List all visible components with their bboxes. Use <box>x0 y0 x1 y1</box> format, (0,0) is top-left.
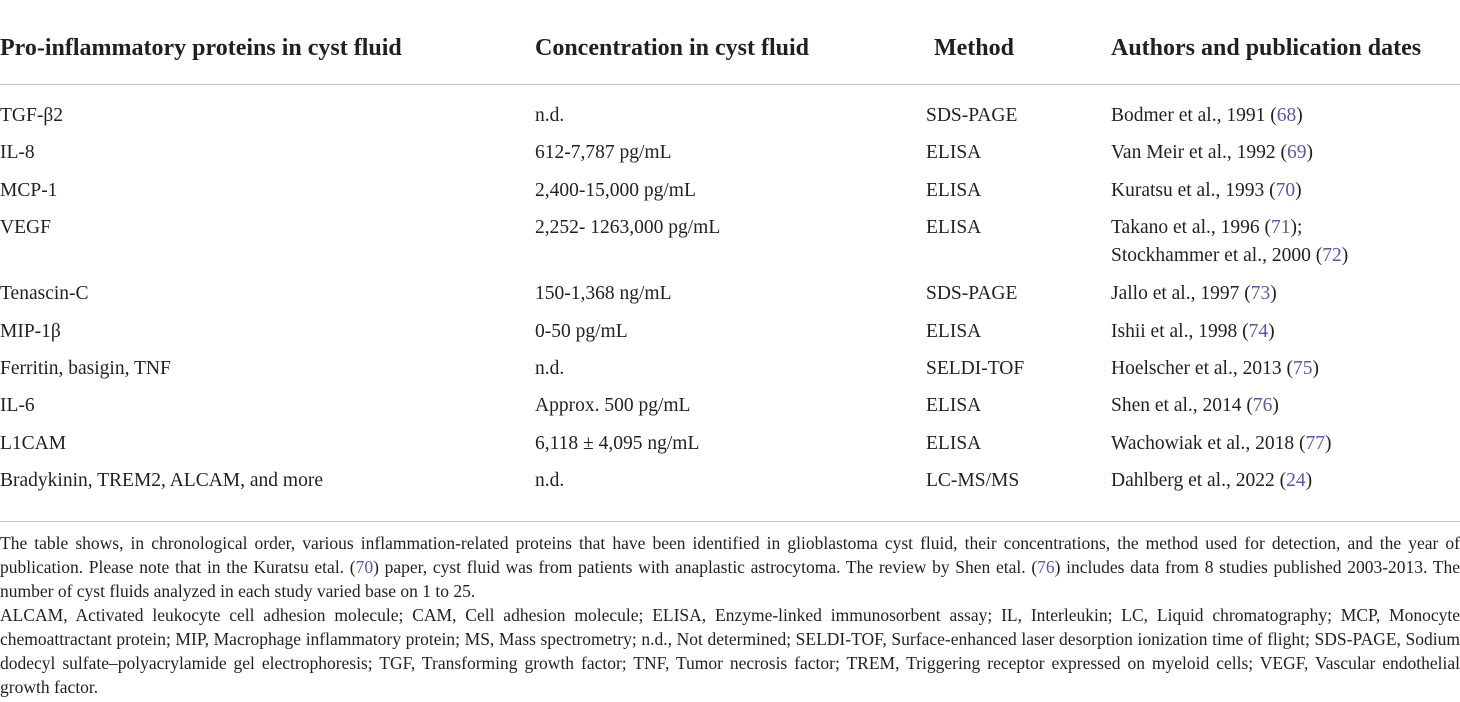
footnote-text-3: ) includes data from 8 studies published 2003-2013. The number of cyst fluids analyzed in each study varied base on 1 to 25. <box>0 556 1460 601</box>
author-text-close: ) <box>1305 470 1313 492</box>
table-row <box>0 392 1460 429</box>
table-row <box>0 214 1460 280</box>
author-text: Van Meir et al., 1992 ( <box>1111 142 1287 164</box>
cell-method <box>926 214 1111 280</box>
reference-link[interactable]: 76 <box>1252 395 1273 417</box>
cell-authors <box>1111 467 1460 520</box>
cell-method <box>926 392 1111 429</box>
author-text: Kuratsu et al., 1993 ( <box>1111 179 1276 201</box>
cell-authors <box>1111 85 1460 140</box>
cell-protein <box>0 355 535 392</box>
cell-authors <box>1111 139 1460 176</box>
cell-concentration <box>535 355 926 392</box>
author-text-close: ) <box>1295 179 1302 201</box>
cell-protein <box>0 430 535 467</box>
table-row <box>0 139 1460 176</box>
cell-protein <box>0 280 535 317</box>
cell-protein <box>0 392 535 429</box>
protein-name: Ferritin, basigin, TNF <box>0 357 171 379</box>
concentration-value: 2,252- 1263,000 pg/mL <box>535 217 721 239</box>
reference-link[interactable]: 77 <box>1305 432 1325 454</box>
author-text-close: ) <box>1324 432 1332 454</box>
method-value: ELISA <box>926 179 982 201</box>
method-value: ELISA <box>926 142 982 164</box>
author-text: Dahlberg et al., 2022 ( <box>1111 470 1287 492</box>
reference-link[interactable]: 24 <box>1286 470 1306 492</box>
table-body <box>0 85 1460 521</box>
protein-name: IL-8 <box>0 142 35 164</box>
concentration-value: 0-50 pg/mL <box>535 320 628 342</box>
protein-name: Bradykinin, TREM2, ALCAM, and more <box>0 470 323 492</box>
cell-authors <box>1111 214 1460 280</box>
cell-concentration <box>535 177 926 214</box>
cell-method <box>926 85 1111 140</box>
reference-link[interactable]: 70 <box>1275 179 1296 201</box>
header-method: Method <box>926 0 1111 85</box>
header-protein: Pro-inflammatory proteins in cyst fluid <box>0 0 535 85</box>
author-text: Shen et al., 2014 ( <box>1111 395 1253 417</box>
reference-link[interactable]: 74 <box>1248 320 1269 342</box>
cell-authors <box>1111 177 1460 214</box>
concentration-value: n.d. <box>535 105 565 126</box>
reference-link[interactable]: 72 <box>1322 245 1342 267</box>
reference-link[interactable]: 71 <box>1271 217 1291 239</box>
footnote <box>0 531 1460 603</box>
table-row <box>0 430 1460 467</box>
cell-concentration <box>535 318 926 355</box>
cell-authors <box>1111 318 1460 355</box>
author-text: Wachowiak et al., 2018 ( <box>1111 432 1306 454</box>
concentration-value: Approx. 500 pg/mL <box>535 395 691 417</box>
table-row <box>0 85 1460 140</box>
concentration-value: 2,400-15,000 pg/mL <box>535 179 696 201</box>
author-text-close: ); <box>1290 217 1303 239</box>
concentration-value: 150-1,368 ng/mL <box>535 283 672 305</box>
cell-protein <box>0 467 535 520</box>
cell-protein <box>0 139 535 176</box>
cell-method <box>926 139 1111 176</box>
cell-authors <box>1111 430 1460 467</box>
cell-concentration <box>535 280 926 317</box>
method-value: ELISA <box>926 395 982 417</box>
protein-name: MCP-1 <box>0 179 58 201</box>
author-text: Jallo et al., 1997 ( <box>1111 283 1251 305</box>
author-text-close: ) <box>1296 105 1303 126</box>
protein-name: L1CAM <box>0 432 67 454</box>
concentration-value: 612-7,787 pg/mL <box>535 142 672 164</box>
author-text: Hoelscher et al., 2013 ( <box>1111 357 1293 379</box>
method-value: SDS-PAGE <box>926 283 1018 305</box>
method-value: SDS-PAGE <box>926 105 1018 126</box>
cell-method <box>926 318 1111 355</box>
reference-link[interactable]: 68 <box>1276 105 1297 126</box>
cell-authors <box>1111 355 1460 392</box>
cell-method <box>926 280 1111 317</box>
reference-link[interactable]: 69 <box>1287 142 1307 164</box>
concentration-value: n.d. <box>535 357 565 379</box>
cell-protein <box>0 85 535 140</box>
concentration-value: 6,118 ± 4,095 ng/mL <box>535 432 700 454</box>
cell-authors <box>1111 280 1460 317</box>
table-row <box>0 280 1460 317</box>
cell-concentration <box>535 467 926 520</box>
cell-concentration <box>535 85 926 140</box>
abbreviations: ALCAM, Activated leukocyte cell adhesion molecule; CAM, Cell adhesion molecule; ELISA, Enzyme-linked immunosorbent assay; IL, Interleukin; LC, Liquid chromatography; MCP, Monocyte chemoattractant protein; MIP, Macrophage inflammatory protein; MS, Mass spectrometry; n.d., Not determined; SELDI-TOF, Surface-enhanced laser desorption ionization time of flight; SDS-PAGE, Sodium dodecyl sulfate–polyacrylamide gel electrophoresis; TGF, Transforming growth factor; TNF, Tumor necrosis factor; TREM, Triggering receptor expressed on myeloid cells; VEGF, Vascular endothelial growth factor. <box>0 604 1460 697</box>
protein-name: VEGF <box>0 217 51 239</box>
method-value: ELISA <box>926 432 982 454</box>
table-notes <box>0 522 1460 699</box>
protein-name: MIP-1β <box>0 320 61 342</box>
footnote-text-1: The table shows, in chronological order, various inflammation-related proteins that have been identified in glioblastoma cyst fluid, their concentrations, the method used for detection, and the year of publication. Please note that in the Kuratsu etal. ( <box>0 532 1460 577</box>
table-row <box>0 177 1460 214</box>
cell-authors <box>1111 392 1460 429</box>
cell-concentration <box>535 392 926 429</box>
author-text: Stockhammer et al., 2000 ( <box>1111 245 1323 267</box>
author-text: Takano et al., 1996 ( <box>1111 217 1271 239</box>
cell-method <box>926 355 1111 392</box>
footnote-text-2: ) paper, cyst fluid was from patients with anaplastic astrocytoma. The review by Shen etal. ( <box>373 556 1038 577</box>
cell-method <box>926 177 1111 214</box>
reference-link[interactable]: 75 <box>1292 357 1313 379</box>
author-text: Bodmer et al., 1991 ( <box>1111 105 1277 126</box>
author-text-close: ) <box>1270 283 1277 305</box>
cell-concentration <box>535 214 926 280</box>
table-row <box>0 355 1460 392</box>
cell-protein <box>0 318 535 355</box>
author-text-close: ) <box>1268 320 1275 342</box>
table-header <box>0 0 1460 85</box>
cell-method <box>926 467 1111 520</box>
footnote-ref-link[interactable]: 76 <box>1037 556 1055 577</box>
table-row <box>0 467 1460 520</box>
method-value: ELISA <box>926 320 982 342</box>
cell-concentration <box>535 430 926 467</box>
reference-link[interactable]: 73 <box>1250 283 1271 305</box>
table-row <box>0 318 1460 355</box>
footnote-ref-link[interactable]: 70 <box>355 556 374 577</box>
author-text-close: ) <box>1341 245 1349 267</box>
protein-name: TGF-β2 <box>0 105 64 126</box>
author-text: Ishii et al., 1998 ( <box>1111 320 1249 342</box>
cell-protein <box>0 177 535 214</box>
author-text-close: ) <box>1312 357 1319 379</box>
method-value: LC-MS/MS <box>926 470 1020 492</box>
method-value: ELISA <box>926 217 982 239</box>
header-authors: Authors and publication dates <box>1111 0 1460 85</box>
cell-protein <box>0 214 535 280</box>
header-concentration: Concentration in cyst fluid <box>535 0 926 85</box>
author-text-close: ) <box>1306 142 1313 164</box>
author-text-close: ) <box>1272 395 1279 417</box>
cell-concentration <box>535 139 926 176</box>
protein-name: IL-6 <box>0 395 35 417</box>
protein-name: Tenascin-C <box>0 283 89 305</box>
concentration-value: n.d. <box>535 470 565 492</box>
cell-method <box>926 430 1111 467</box>
method-value: SELDI-TOF <box>926 357 1025 379</box>
